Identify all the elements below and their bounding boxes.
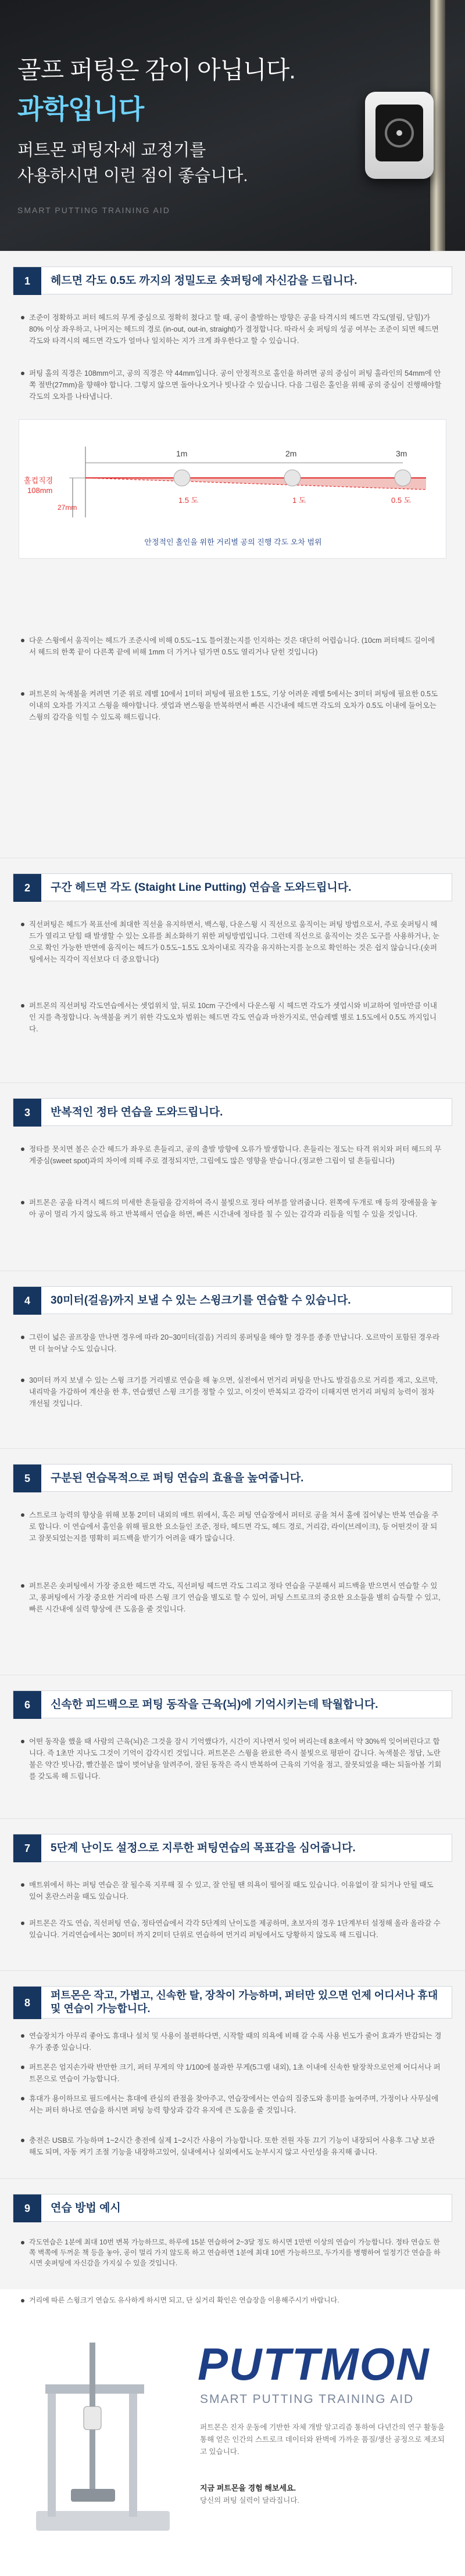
hero-tagline: SMART PUTTING TRAINING AID — [17, 206, 170, 215]
section-paragraph: 직선퍼팅은 헤드가 목표선에 최대한 직선을 유지하면서, 백스윙, 다운스윙 시 직선으로 움직이는 퍼팅 방법으로서, 주로 숏퍼팅시 헤드가 열리고 닫힘 때 발생할 수 있는 오류를 최소화하기 위한 퍼팅방법입니다. 그런데 직선으로 움직이는 것은 도구를 사용하거나, 눈으로 확인 가능한 반면에 움직이는 헤드가 0.5도~1.5도 오차이내로 직각을 유지하는지를 눈으로 확인하는 것은 쉽지 않습니다.(숏퍼팅에서는 직각이 직선보다 더 중요합니다) — [29, 919, 442, 965]
device-screen — [375, 105, 423, 161]
section-title: 5단계 난이도 설정으로 지루한 퍼팅연습의 목표감을 심어줍니다. — [51, 1842, 356, 1854]
section-paragraph: 정타를 못치면 볼은 순간 헤드가 좌우로 흔들리고, 공의 출발 방향에 오류가 발생합니다. 흔들리는 정도는 타격 위치와 퍼터 헤드의 무게중심(sweet spot)과의 차이에 의해 주로 결정되지만, 그립에도 많은 영향을 받습니다.(정교한 그립이 덜 흔들립니다) — [29, 1143, 442, 1167]
section-paragraph: 매트위에서 하는 퍼팅 연습은 잘 될수록 지루해 질 수 있고, 잘 안될 땐 의욕이 떨어질 때도 있습니다. 이유없이 잘 되거나 안될 때도 있어 혼란스러울 때도 있습니다. — [29, 1879, 442, 1902]
section-header — [13, 1464, 452, 1492]
section-3 — [0, 1082, 465, 1271]
logo-subtitle: SMART PUTTING TRAINING AID — [200, 2392, 414, 2406]
puttmon-logo: PUTTMON — [198, 2338, 430, 2390]
section-paragraph: 거리에 따른 스윙크기 연습도 유사하게 하시면 되고, 단 실거리 확인은 연습장을 이용해주시기 바랍니다. — [29, 2295, 445, 2305]
section-number: 7 — [13, 1834, 41, 1862]
section-paragraph: 퍼트몬은 엄지손가락 반만한 크기, 퍼터 무게의 약 1/100에 불과한 무게(5그램 내외), 1초 이내에 신속한 탈장착으로언제 어디서나 퍼트몬으로 연습이 가능합니다. — [29, 2061, 442, 2085]
section-header — [13, 1098, 452, 1126]
hero-title: 골프 퍼팅은 감이 아닙니다. — [17, 56, 295, 84]
stand-pillar-right — [129, 2389, 137, 2517]
section-title: 구분된 연습목적으로 퍼팅 연습의 효율을 높여줍니다. — [51, 1472, 304, 1484]
section-header — [13, 1986, 452, 2019]
device-dot-icon — [396, 130, 402, 136]
section-title: 퍼트몬은 작고, 가볍고, 신속한 탈, 장착이 가능하며, 퍼터만 있으면 언제 어디서나 휴대 및 연습이 가능합니다. — [51, 1989, 438, 2014]
stand-device — [84, 2406, 101, 2430]
section-paragraph: 다운 스윙에서 움직이는 헤드가 조준시에 비해 0.5도~1도 틀어졌는지를 인지하는 것은 대단히 어렵습니다. (10cm 퍼터헤드 길이에서 헤드의 한쪽 끝이 다른쪽 끝에 비해 1mm 더 가거나 덜가면 0.5도 열리거나 닫힌 것입니다) — [29, 635, 442, 658]
section-title: 구간 헤드면 각도 (Staight Line Putting) 연습을 도와드립니다. — [51, 882, 352, 894]
section-number: 2 — [13, 874, 41, 902]
section-header — [13, 873, 452, 901]
footer-cta-subtext: 당신의 퍼팅 실력이 달라집니다. — [200, 2496, 299, 2505]
section-number: 1 — [13, 267, 41, 295]
section-header — [13, 2194, 452, 2222]
section-title: 30미터(걸음)까지 보낼 수 있는 스윙크기를 연습할 수 있습니다. — [51, 1294, 351, 1307]
hero-subtitle-line2: 사용하시면 이런 점이 좋습니다. — [17, 167, 248, 185]
section-paragraph: 퍼트몬의 녹색불을 켜려면 기준 위로 레벨 10에서 1미터 퍼팅에 필요한 1.5도, 기상 어려운 레벨 5에서는 3미터 퍼팅에 필요한 0.5도 이내의 오차를 가지고 스윙을 해야합니다. 셋업과 변스윙을 반복하면서 빠른 시간내에 헤드면 각도의 오차가 0.5도 이내에 들어오는 스윙의 감각을 익힐 수 있도록 해드립니다. — [29, 688, 442, 723]
section-paragraph: 각도연습은 1분에 최대 10번 변복 가능하므로, 하루에 15분 연습하여 2~3달 정도 하시면 1만번 이상의 연습이 가능합니다. 정타 연습도 한쪽 벽쪽에 두꺼운 책 등을 놓아, 공이 멀리 가지 않도록 하고 연습하면 1분에 최대 10번 가능하므로, 두가지를 병행하여 일정기간 연습을 하시면 숏퍼팅에 자신감을 가지실 수 있을 것입니다. — [29, 2237, 445, 2268]
section-4 — [0, 1271, 465, 1448]
section-number: 9 — [13, 2194, 41, 2222]
section-paragraph: 퍼팅 홀의 직경은 108mm이고, 공의 직경은 약 44mm입니다. 공이 안정적으로 홀인을 하려면 공의 중심이 퍼팅 홀라인의 54mm에 안쪽 절반(27mm)을 향해야 합니다. 그렇지 않으면 돌아나오거나 빗나갈 수 있습니다. 다음 그림은 홀인을 위해 공의 중심이 진행해야할 각도의 오차를 나타냅니다. — [29, 368, 442, 402]
ball-1m — [174, 470, 190, 486]
section-number: 8 — [13, 1987, 41, 2019]
section-2 — [0, 858, 465, 1082]
ball-2m — [284, 470, 301, 486]
angle-label-2: 1 도 — [292, 496, 306, 505]
section-paragraph: 충전은 USB로 가능하며 1~2시간 충전에 실제 1~2시간 사용이 가능합니다. 또한 전원 자동 끄기 기능이 내장되어 사용후 그냥 보관해도 되며, 자동 켜기 조절 기능을 내장하고있어, 실내에서나 실외에서도 눈부시지 않고 사인성을 유지해 줍니다. — [29, 2135, 442, 2158]
section-6 — [0, 1675, 465, 1818]
section-paragraph: 퍼트몬은 숏퍼팅에서 가장 중요한 헤드면 각도, 직선퍼팅 헤드면 각도 그리고 정타 연습을 구분해서 피드백을 받으면서 연습할 수 있고, 롱퍼팅에서 가장 중요한 거리에 따른 스윙 크기 연습을 별도로 할 수 있어, 퍼팅 스트로크의 중요한 요소들을 별히 습득할 수 있고, 빠른 시간내에 실력 향상에 큰 도움을 줄 것입니다. — [29, 1580, 442, 1615]
section-number: 3 — [13, 1099, 41, 1127]
section-paragraph: 조준이 정확하고 퍼터 헤드의 무게 중심으로 정확히 쳤다고 할 때, 공이 출발하는 방향은 공을 타격시의 헤드면 각도(열림, 닫힘)가 80% 이상 좌우하고, 나머지는 헤드의 경로 (in-out, out-in, straight)가 결정합니다. 따라서 숏 퍼팅의 성공 여부는 조준이 되면 헤드면 각도와 타격시의 헤드면 각도가 얼마나 일치하는 지가 크게 좌우한다고 할 수 있습니다. — [29, 312, 442, 347]
section-title: 신속한 피드백으로 퍼팅 동작을 근육(뇌)에 기억시키는데 탁월합니다. — [51, 1699, 378, 1711]
section-paragraph: 연습장치가 아무리 좋아도 휴대나 설치 및 사용이 불편하다면, 시작할 때의 의욕에 비해 갈 수록 사용 빈도가 줄어 효과가 반감되는 경우가 종종 있습니다. — [29, 2030, 442, 2053]
section-number: 5 — [13, 1465, 41, 1492]
section-8 — [0, 1970, 465, 2178]
footer-description: 퍼트몬은 진자 운동에 기반한 자체 개발 알고리즘 통하여 다년간의 연구 활동을 통해 얻은 인간의 스트로크 데이터와 완벽에 가까운 품질/생산 공정으로 제조되고 있습니다. — [200, 2423, 445, 2456]
ball-3m — [395, 470, 411, 486]
section-paragraph: 그린이 넓은 골프장을 만나면 경우에 따라 20~30미터(걸음) 거리의 롱퍼팅을 해야 할 경우를 종종 만납니다. 오르막이 포함된 경우라면 더 늘어날 수도 있습니다. — [29, 1332, 442, 1355]
hole-value: 108mm — [27, 486, 53, 495]
hero-highlight: 과학입니다 — [17, 94, 144, 124]
section-9 — [0, 2178, 465, 2289]
section-header — [13, 1690, 452, 1718]
distance-label-3m: 3m — [396, 449, 407, 458]
section-header — [13, 1286, 452, 1314]
hero-subtitle-line1: 퍼트몬 퍼팅자세 교정기를 — [17, 141, 206, 160]
section-5 — [0, 1448, 465, 1675]
section-paragraph: 퍼트몬은 각도 연습, 직선퍼팅 연습, 정타연습에서 각각 5단계의 난이도를 제공하며, 초보자의 경우 1단계부터 설정해 올라 올라갈 수 있습니다. 거리연습에서는 30미터 까지 2미터 단위로 연습하여 먼거리 퍼팅에서도 당황하지 않도록 해 드립니다. — [29, 1917, 442, 1941]
hole-label: 홀컵직경 — [24, 476, 53, 485]
section-title: 반복적인 정타 연습을 도와드립니다. — [51, 1106, 223, 1118]
section-paragraph: 휴대가 용이하므로 필드에서는 휴대에 관심의 관점을 찾아주고, 연습장에서는 연습의 집중도와 흥미를 높여주며, 가정이나 사무실에서는 퍼터 하나로 연습을 하시면 퍼팅 능력 향상과 감각 유지에 큰 도움을 줄 것입니다. — [29, 2093, 442, 2116]
section-paragraph: 퍼트몬의 직선퍼팅 각도연습에서는 셋업위치 앞, 뒤로 10cm 구간에서 다운스윙 시 헤드면 각도가 셋업시와 비교하여 얼마만큼 이내인 지를 측정합니다. 녹색불을 켜기 위한 각도오차 범위는 헤드면 각도 연습과 마찬가지로, 연습레벨 별로 1.5도에서 0.5도 까지입니다. — [29, 1000, 442, 1035]
diagram-caption: 안정적인 홀인을 위한 거리별 공의 진행 각도 오차 범위 — [144, 538, 322, 546]
section-paragraph: 퍼트몬은 공을 타격시 헤드의 미세한 흔들림을 감지하여 즉시 불빛으로 정타 여부를 알려줍니다. 왼쪽에 두개로 매 등의 장애물을 놓아 공이 멀리 가지 않도록 하고 반복해서 연습을 하면, 빠른 시간내에 정타를 칠 수 있는 감각과 리듬을 익힐 수 있을 것입니다. — [29, 1197, 442, 1220]
section-number: 4 — [13, 1287, 41, 1315]
section-7 — [0, 1818, 465, 1970]
half-label: 27mm — [58, 503, 77, 512]
stand-base — [36, 2511, 170, 2531]
distance-label-2m: 2m — [285, 449, 297, 458]
stand-putter-head — [71, 2489, 115, 2502]
angle-diagram — [19, 419, 446, 559]
footer-cta: 지금 퍼트몬을 경험 해보세요. — [200, 2484, 296, 2492]
putting-stand-image — [13, 2319, 187, 2563]
section-header — [13, 267, 452, 294]
distance-label-1m: 1m — [176, 449, 188, 458]
section-paragraph: 스트로크 능력의 향상을 위해 보통 2미터 내외의 매트 위에서, 혹은 퍼팅 연습장에서 퍼터로 공을 쳐서 홀에 집어넣는 반복 연습을 주로 합니다. 이 연습에서 홀인을 위해 필요한 요소들인 조준, 정타, 헤드면 각도, 헤드 경로, 거리감, 라이(브레이크), 등 어떤것이 잘 되고 잘못되었는지를 명확히 피드백을 받기가 어려울 때가 많습니다. — [29, 1509, 442, 1544]
hero-banner — [0, 0, 465, 251]
section-number: 6 — [13, 1691, 41, 1719]
angle-label-3: 0.5 도 — [391, 496, 412, 505]
puttmon-device-image — [365, 92, 434, 179]
section-title: 연습 방법 예시 — [51, 2202, 121, 2214]
section-paragraph: 30미터 까지 보낼 수 있는 스윙 크기를 거리별로 연습을 해 놓으면, 실전에서 먼거리 퍼팅을 만나도 발걸음으로 거리를 재고, 오르막, 내리막을 가감하여 계산을 한 후, 연습했던 스윙 크기를 정할 수 있고, 이것이 반복되고 감각이 더해지면 먼거리 퍼팅의 능력이 점차 개선될 것입니다. — [29, 1375, 442, 1409]
stand-pillar-left — [48, 2389, 56, 2517]
section-paragraph: 어떤 동작을 했을 때 사람의 근육(뇌)은 그것을 잠시 기억했다가, 시간이 지나면서 잊어 버리는데 8초에서 약 30%씩 잊어버린다고 합니다. 즉 1초만 지나도 그것이 기억이 감각시킨 것입니다. 퍼트몬은 스윙을 완료한 즉시 불빛으로 평판이 갑니다. 녹색불은 정답, 노란불은 약간 빗나감, 빨간불은 많이 벗어남을 알려주어, 잘된 동작은 즉시 반복하여 근육의 기억을 점고, 잘못되었을 때는 되돌아볼 기회를 갖도록 해 드립니다. — [29, 1736, 442, 1782]
section-title: 헤드면 각도 0.5도 까지의 정밀도로 숏퍼팅에 자신감을 드립니다. — [51, 275, 357, 287]
footer-banner — [0, 2289, 465, 2576]
section-header — [13, 1834, 452, 1862]
angle-label-1: 1.5 도 — [178, 496, 199, 505]
